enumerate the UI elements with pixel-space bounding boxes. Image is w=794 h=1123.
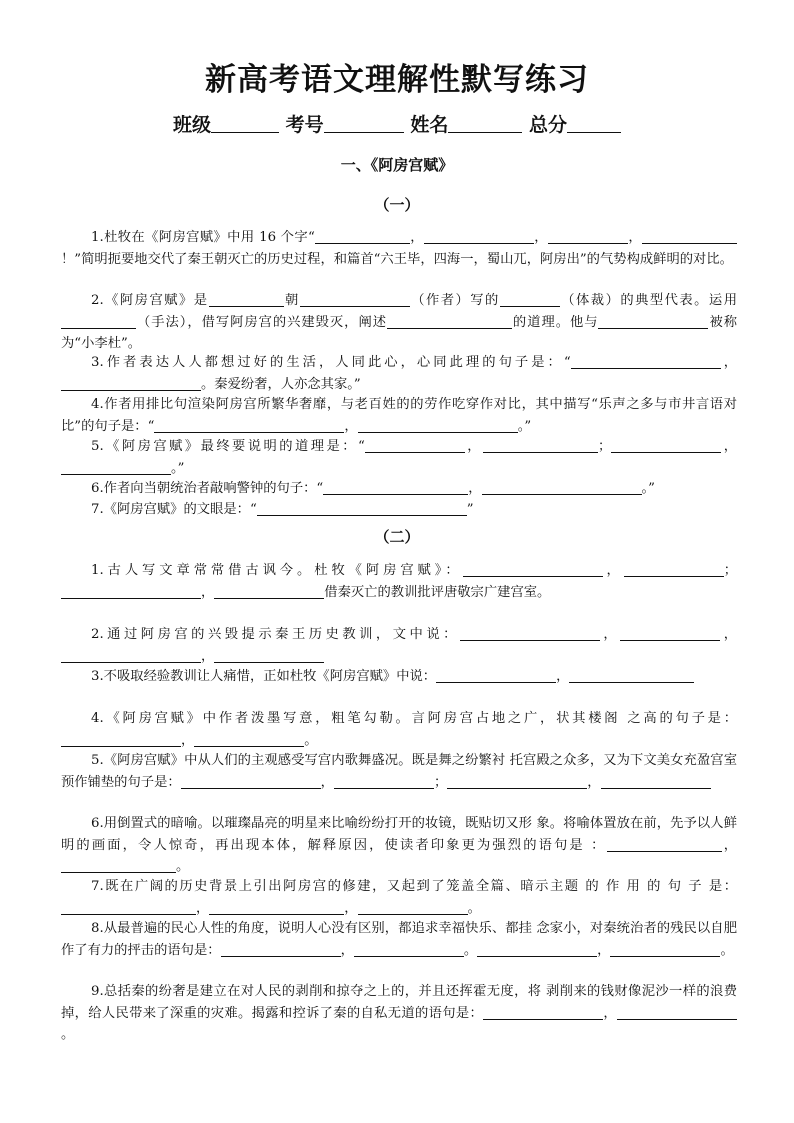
exam-no-label: 考号 bbox=[285, 114, 324, 136]
answer-blank[interactable] bbox=[61, 899, 196, 915]
answer-blank[interactable] bbox=[436, 667, 556, 683]
answer-blank[interactable] bbox=[482, 479, 642, 495]
exam-no-blank[interactable] bbox=[324, 112, 404, 133]
class-label: 班级 bbox=[173, 114, 212, 136]
student-info-line bbox=[0, 110, 794, 140]
score-blank[interactable] bbox=[567, 112, 621, 133]
p1-question-4: 4.作者用排比句渲染阿房宫所繁华奢靡，与老百姓的的劳作吃穿作对比，其中描写“乐声之多与市井言语对比”的句子是：“ ， 。” bbox=[61, 397, 737, 434]
p2-question-4: 4.《阿房宫赋》中作者泼墨写意，粗笔勾勒。言阿房宫占地之广，状其楼阁 之高的句子是：， 。 bbox=[61, 708, 737, 751]
answer-blank[interactable] bbox=[601, 773, 711, 789]
answer-blank[interactable] bbox=[607, 836, 722, 852]
answer-blank[interactable] bbox=[334, 773, 434, 789]
p1-question-1: 1.杜牧在《阿房宫赋》中用 16 个字“ ， ， ，！”简明扼要地交代了秦王朝灭亡的历史过程，和篇首“六王毕，四海一，蜀山兀，阿房出”的气势构成鲜明的对比。 bbox=[61, 227, 737, 270]
answer-blank[interactable] bbox=[315, 228, 410, 244]
p2-question-6: 6.用倒置式的暗喻。以璀璨晶亮的明星来比喻纷纷打开的妆镜，既贴切又形 象。将喻体置放在前，先予以人鲜明的画面，令人惊奇，再出现本体，解释原因，使读者印象更为强烈的语句是 ： ，。 bbox=[61, 816, 738, 874]
answer-blank[interactable] bbox=[483, 437, 598, 453]
answer-blank[interactable] bbox=[358, 899, 468, 915]
answer-blank[interactable] bbox=[221, 941, 341, 957]
class-blank[interactable] bbox=[211, 112, 279, 133]
p1-question-6: 6.作者向当朝统治者敲响警钟的句子：“ ， 。” bbox=[91, 481, 655, 496]
answer-blank[interactable] bbox=[610, 941, 720, 957]
name-blank[interactable] bbox=[448, 112, 522, 133]
answer-blank[interactable] bbox=[358, 417, 518, 433]
part2-heading: （二） bbox=[374, 528, 420, 546]
score-label: 总分 bbox=[528, 114, 567, 136]
part1-heading: （一） bbox=[374, 196, 420, 214]
name-label: 姓名 bbox=[410, 114, 449, 136]
answer-blank[interactable] bbox=[214, 647, 324, 663]
answer-blank[interactable] bbox=[365, 437, 465, 453]
p2-question-1: 1.古人写文章常常借古讽今。杜牧《阿房宫赋》： ， ；， 借秦灭亡的教训批评唐敬宗广建宫室。 bbox=[61, 560, 737, 603]
answer-blank[interactable] bbox=[209, 291, 284, 307]
page-title: 新高考语文理解性默写练习 bbox=[205, 62, 589, 98]
p2-question-7: 7.既在广阔的历史背景上引出阿房宫的修建，又起到了笼盖全篇、暗示主题 的 作 用 的 句 子 是：， ， 。 bbox=[61, 876, 737, 919]
answer-blank[interactable] bbox=[624, 561, 724, 577]
answer-blank[interactable] bbox=[598, 313, 708, 329]
answer-blank[interactable] bbox=[477, 941, 597, 957]
answer-blank[interactable] bbox=[61, 857, 176, 873]
answer-blank[interactable] bbox=[154, 417, 344, 433]
answer-blank[interactable] bbox=[424, 228, 534, 244]
answer-blank[interactable] bbox=[323, 479, 468, 495]
answer-blank[interactable] bbox=[214, 583, 324, 599]
answer-blank[interactable] bbox=[61, 647, 201, 663]
p2-question-5: 5.《阿房宫赋》中从人们的主观感受写宫内歌舞盛况。既是舞之纷繁衬 托宫殿之众多，又为下文美女充盈宫室预作铺垫的句子是： ， ； ， bbox=[61, 753, 737, 790]
answer-blank[interactable] bbox=[354, 941, 464, 957]
section-title: 一、《阿房宫赋》 bbox=[340, 156, 454, 174]
answer-blank[interactable] bbox=[460, 625, 600, 641]
p2-question-9: 9.总括秦的纷奢是建立在对人民的剥削和掠夺之上的，并且还挥霍无度，将 剥削来的钱财像泥沙一样的浪费掉，给人民带来了深重的灾难。揭露和控诉了秦的自私无道的语句是： ，。 bbox=[61, 984, 737, 1042]
p1-question-3: 3.作者表达人人都想过好的生活，人同此心，心同此理的句子是：“ ，。秦爱纷奢，人亦念其家。” bbox=[61, 352, 737, 395]
answer-blank[interactable] bbox=[483, 1004, 603, 1020]
answer-blank[interactable] bbox=[387, 313, 512, 329]
answer-blank[interactable] bbox=[300, 291, 410, 307]
answer-blank[interactable] bbox=[620, 625, 720, 641]
answer-blank[interactable] bbox=[61, 313, 136, 329]
answer-blank[interactable] bbox=[569, 667, 694, 683]
answer-blank[interactable] bbox=[500, 291, 560, 307]
p1-question-7: 7.《阿房宫赋》的文眼是：“ ” bbox=[91, 502, 474, 517]
answer-blank[interactable] bbox=[571, 353, 721, 369]
answer-blank[interactable] bbox=[257, 500, 467, 516]
answer-blank[interactable] bbox=[181, 773, 321, 789]
answer-blank[interactable] bbox=[61, 375, 201, 391]
p1-question-2: 2.《阿房宫赋》是 朝 （作者）写的 （体裁）的典型代表。运用（手法），借写阿房宫的兴建毁灭，阐述 的道理。他与 被称为“小李杜”。 bbox=[61, 293, 738, 351]
answer-blank[interactable] bbox=[548, 228, 628, 244]
p1-question-5: 5.《阿房宫赋》最终要说明的道理是：“ ， ； ，。” bbox=[61, 436, 737, 479]
answer-blank[interactable] bbox=[61, 459, 171, 475]
answer-blank[interactable] bbox=[194, 731, 304, 747]
p2-question-2: 2.通过阿房宫的兴毁提示秦王历史教训，文中说： ， ，， bbox=[61, 624, 737, 667]
answer-blank[interactable] bbox=[447, 773, 587, 789]
answer-blank[interactable] bbox=[611, 437, 721, 453]
answer-blank[interactable] bbox=[209, 899, 344, 915]
p2-question-3: 3.不吸取经验教训让人痛惜，正如杜牧《阿房宫赋》中说： ， bbox=[61, 666, 737, 688]
answer-blank[interactable] bbox=[617, 1004, 737, 1020]
answer-blank[interactable] bbox=[463, 561, 603, 577]
answer-blank[interactable] bbox=[61, 583, 201, 599]
answer-blank[interactable] bbox=[642, 228, 737, 244]
p2-question-8: 8.从最普遍的民心人性的角度，说明人心没有区别，都追求幸福快乐、都挂 念家小，对秦统治者的残民以自肥作了有力的抨击的语句是： ， 。 ， 。 bbox=[61, 921, 737, 958]
answer-blank[interactable] bbox=[61, 731, 181, 747]
